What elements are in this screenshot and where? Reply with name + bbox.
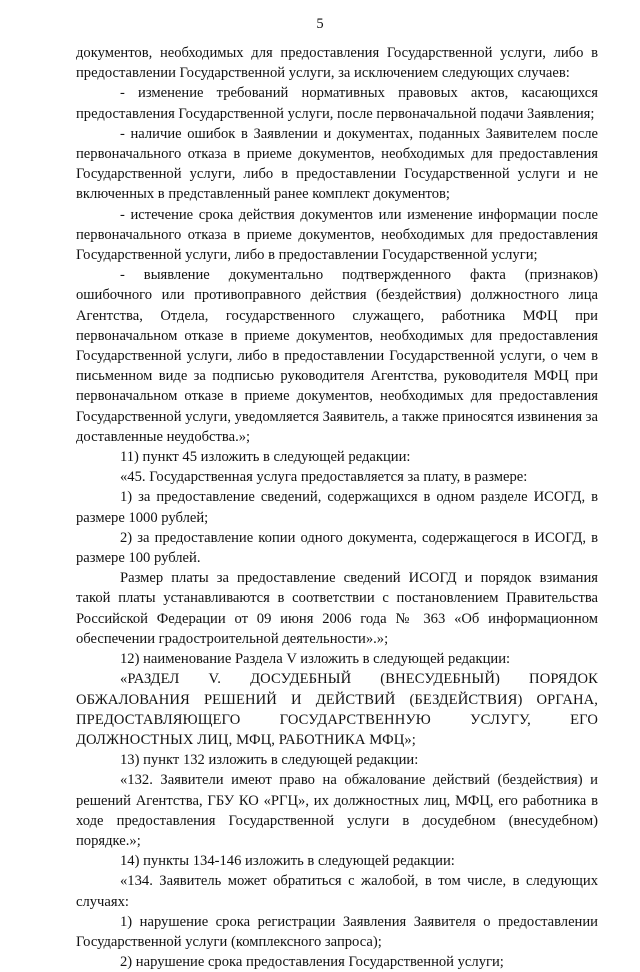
- paragraph: 1) за предоставление сведений, содержащихся в одном разделе ИСОГД, в размере 1000 рублей;: [76, 489, 598, 526]
- paragraph: - истечение срока действия документов или изменение информации после первоначального отказа в приеме документов, необходимых для предоставления Государственной услуги, либо в предоставлении Государственной услуги;: [76, 206, 598, 264]
- paragraph: «132. Заявители имеют право на обжалование действий (бездействия) и решений Агентства, ГБУ КО «РГЦ», их должностных лиц, МФЦ, его работника в ходе предоставления Государственной услуги в досудебном (внесудебном) порядке.»;: [76, 772, 598, 849]
- paragraph: 2) нарушение срока предоставления Государственной услуги;: [120, 954, 504, 971]
- paragraph: «134. Заявитель может обратиться с жалобой, в том числе, в следующих случаях:: [76, 873, 598, 910]
- paragraph: Размер платы за предоставление сведений ИСОГД и порядок взимания такой платы устанавливаются в соответствии с постановлением Правительства Российской Федерации от 09 июня 2006 года № 363 «Об информационном обеспечении градостроительной деятельности».»;: [76, 570, 598, 647]
- document-body: [76, 43, 598, 972]
- paragraph: 1) нарушение срока регистрации Заявления Заявителя о предоставлении Государственной услуги (комплексного запроса);: [76, 913, 598, 950]
- paragraph: «45. Государственная услуга предоставляется за плату, в размере:: [120, 469, 528, 486]
- paragraph: 11) пункт 45 изложить в следующей редакции:: [120, 449, 411, 466]
- paragraph: «РАЗДЕЛ V. ДОСУДЕБНЫЙ (ВНЕСУДЕБНЫЙ) ПОРЯДОК ОБЖАЛОВАНИЯ РЕШЕНИЙ И ДЕЙСТВИЙ (БЕЗДЕЙСТВИЯ) ОРГАНА, ПРЕДОСТАВЛЯЮЩЕГО ГОСУДАРСТВЕННУЮ УСЛУГУ, ЕГО ДОЛЖНОСТНЫХ ЛИЦ, МФЦ, РАБОТНИКА МФЦ»;: [76, 671, 598, 748]
- paragraph: документов, необходимых для предоставления Государственной услуги, либо в предоставлении Государственной услуги, за исключением следующих случаев:: [76, 45, 598, 82]
- paragraph: 13) пункт 132 изложить в следующей редакции:: [120, 752, 419, 769]
- paragraph: 2) за предоставление копии одного документа, содержащегося в ИСОГД, в размере 100 рублей.: [76, 529, 598, 567]
- paragraph: - выявление документально подтвержденного факта (признаков) ошибочного или противоправного действия (бездействия) должностного лица Агентства, Отдела, государственного служащего, работника МФЦ при первоначальном отказе в приеме документов, необходимых для предоставления Государственной услуги, либо в предоставлении Государственной услуги, о чем в письменном виде за подписью руководителя Агентства, руководителя МФЦ при первоначальном отказе в приеме документов, необходимых для предоставления Государственной услуги, уведомляется Заявитель, а также приносятся извинения за доставленные неудобства.»;: [76, 267, 598, 445]
- paragraph: 12) наименование Раздела V изложить в следующей редакции:: [120, 651, 511, 668]
- paragraph: 14) пункты 134-146 изложить в следующей редакции:: [120, 853, 455, 870]
- paragraph: - наличие ошибок в Заявлении и документах, поданных Заявителем после первоначального отказа в приеме документов, необходимых для предоставления Государственной услуги, либо в предоставлении Государственной услуги и не включенных в представленный ранее комплект документов;: [76, 125, 598, 203]
- page-number: 5: [316, 16, 324, 32]
- paragraph: - изменение требований нормативных правовых актов, касающихся предоставления Государственной услуги, после первоначальной подачи Заявления;: [76, 85, 598, 122]
